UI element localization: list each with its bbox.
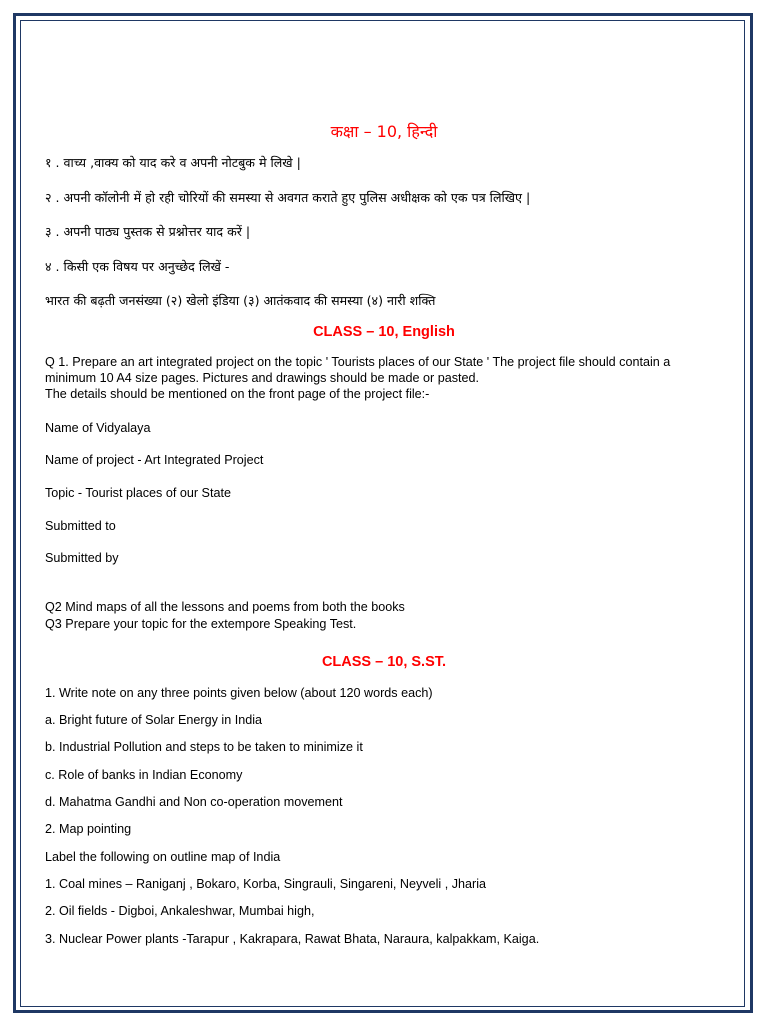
sst-line-3: b. Industrial Pollution and steps to be taken to minimize it xyxy=(45,740,363,754)
english-detail-vidyalaya: Name of Vidyalaya xyxy=(45,421,151,435)
english-q1-line-1: Q 1. Prepare an art integrated project on the topic ' Tourists places of our State ' The project file should contain a xyxy=(45,355,671,369)
hindi-section-heading: कक्षा – 10, हिन्दी xyxy=(330,122,438,141)
english-q3: Q3 Prepare your topic for the extempore Speaking Test. xyxy=(45,617,357,631)
sst-line-10: 3. Nuclear Power plants -Tarapur , Kakrapara, Rawat Bhata, Naraura, kalpakkam, Kaiga. xyxy=(45,932,540,946)
hindi-essay-topics: भारत की बढ़ती जनसंख्या (२) खेलो इंडिया (३) आतंकवाद की समस्या (४) नारी शक्ति xyxy=(45,293,436,308)
sst-line-8: 1. Coal mines – Raniganj , Bokaro, Korba, Singrauli, Singareni, Neyveli , Jharia xyxy=(45,877,487,891)
sst-line-9: 2. Oil fields - Digboi, Ankaleshwar, Mumbai high, xyxy=(45,904,315,918)
sst-line-6: 2. Map pointing xyxy=(45,822,132,836)
english-detail-submitted-by: Submitted by xyxy=(45,551,119,565)
sst-line-7: Label the following on outline map of India xyxy=(45,850,281,864)
english-q2: Q2 Mind maps of all the lessons and poems from both the books xyxy=(45,600,405,614)
hindi-item-1: १ . वाच्य ,वाक्य को याद करे व अपनी नोटबुक मे लिखे | xyxy=(45,155,301,170)
english-q1-line-3: The details should be mentioned on the front page of the project file:- xyxy=(45,387,430,401)
sst-line-2: a. Bright future of Solar Energy in India xyxy=(45,713,263,727)
sst-line-4: c. Role of banks in Indian Economy xyxy=(45,768,243,782)
sst-line-1: 1. Write note on any three points given below (about 120 words each) xyxy=(45,686,433,700)
hindi-item-3: ३ . अपनी पाठ्य पुस्तक से प्रश्नोत्तर याद करें | xyxy=(45,224,251,239)
english-q1-line-2: minimum 10 A4 size pages. Pictures and drawings should be made or pasted. xyxy=(45,371,480,385)
hindi-item-2: २ . अपनी कॉलोनी में हो रही चोरियों की समस्या से अवगत कराते हुए पुलिस अधीक्षक को एक पत्र लिखिए | xyxy=(45,190,531,205)
english-detail-topic: Topic - Tourist places of our State xyxy=(45,486,231,500)
hindi-item-4: ४ . किसी एक विषय पर अनुच्छेद लिखें - xyxy=(45,259,230,274)
english-detail-submitted-to: Submitted to xyxy=(45,519,116,533)
sst-line-5: d. Mahatma Gandhi and Non co-operation movement xyxy=(45,795,343,809)
sst-section-heading: CLASS – 10, S.ST. xyxy=(321,654,447,670)
english-detail-project: Name of project - Art Integrated Project xyxy=(45,453,264,467)
english-section-heading: CLASS – 10, English xyxy=(313,324,455,340)
